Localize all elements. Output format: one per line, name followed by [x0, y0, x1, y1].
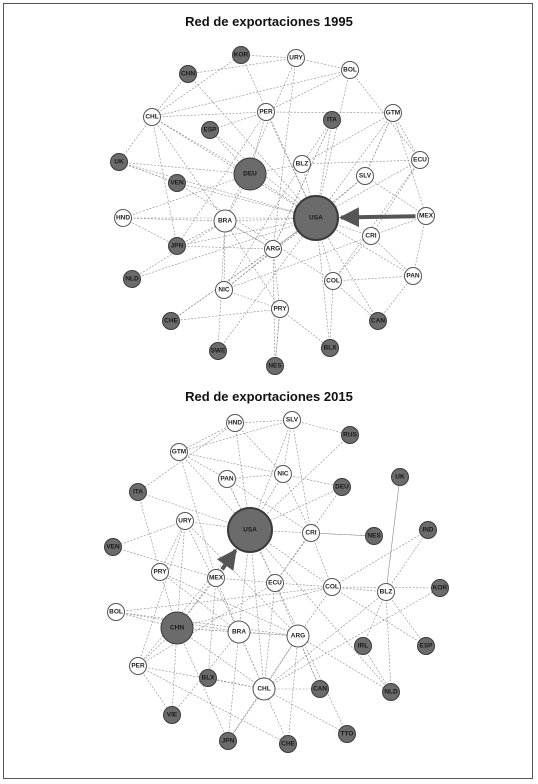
edge-cri-ecu — [275, 533, 311, 583]
node-tto — [339, 726, 356, 743]
node-label: URY — [178, 517, 192, 525]
node-kor — [432, 580, 449, 597]
node-label: GTM — [385, 109, 401, 117]
node-mex — [208, 570, 225, 587]
node-label: BLX — [323, 344, 337, 352]
node-ecu — [267, 575, 284, 592]
node-label: ITA — [327, 116, 337, 124]
node-vie — [164, 707, 181, 724]
edge-che-arg — [288, 636, 298, 744]
node-can — [312, 681, 329, 698]
node-label: NES — [268, 362, 282, 370]
edge-bol-arg — [116, 612, 298, 636]
edge-usa-nld — [250, 530, 391, 692]
node-per — [130, 658, 147, 675]
node-label: ESP — [203, 126, 217, 134]
node-label: SLV — [358, 172, 372, 180]
node-label: NLD — [125, 275, 139, 283]
node-label: CRI — [305, 529, 317, 537]
node-bol — [108, 604, 125, 621]
node-nld — [383, 684, 400, 701]
node-label: NLD — [384, 688, 398, 696]
node-label: JPN — [170, 242, 184, 250]
edge-col-chn — [177, 587, 332, 628]
edge-gtm-nic — [179, 452, 283, 474]
node-label: GTM — [171, 448, 187, 456]
edge-nic-deu — [283, 474, 342, 487]
node-nic — [275, 466, 292, 483]
node-label: IND — [422, 526, 434, 534]
edge-blz-esp — [386, 592, 426, 646]
node-pan — [219, 471, 236, 488]
node-label: VEN — [170, 179, 184, 187]
edge-ita-pry — [138, 492, 160, 572]
node-label: KOR — [432, 584, 448, 592]
node-rus — [342, 427, 359, 444]
network-title-2015: Red de exportaciones 2015 — [185, 389, 353, 404]
node-esp — [418, 638, 435, 655]
node-label: ITA — [133, 488, 143, 496]
node-nes — [366, 528, 383, 545]
node-label: CHL — [145, 113, 159, 121]
arrow-mex-to-usa — [222, 550, 235, 569]
edge-usa-chl — [250, 530, 264, 689]
node-arg — [287, 625, 309, 647]
edge-mex-blx — [208, 578, 216, 678]
edge-blz-nld — [386, 592, 391, 692]
node-label: ECU — [268, 579, 282, 587]
edge-hnd-nic — [235, 423, 283, 474]
node-label: ECU — [413, 156, 427, 164]
node-label: PRY — [153, 568, 167, 576]
node-chn — [161, 612, 193, 644]
node-label: CHE — [164, 317, 178, 325]
node-label: COL — [325, 583, 339, 591]
edge-chl-tto — [264, 689, 347, 734]
node-jpn — [220, 733, 237, 750]
node-slv — [284, 412, 301, 429]
node-label: UK — [395, 473, 405, 481]
node-label: VEN — [106, 543, 120, 551]
node-cri — [303, 525, 320, 542]
node-label: NES — [367, 532, 381, 540]
node-label: DEU — [243, 170, 257, 178]
node-label: CHL — [257, 685, 271, 693]
node-label: ESP — [419, 642, 433, 650]
node-ind — [420, 522, 437, 539]
node-uk — [392, 469, 409, 486]
node-label: CHE — [281, 740, 295, 748]
node-label: CHN — [169, 624, 185, 632]
node-deu — [334, 479, 351, 496]
edge-ecu-per — [138, 583, 275, 666]
node-label: DEU — [335, 483, 349, 491]
node-ita — [130, 484, 147, 501]
node-label: CAN — [312, 685, 328, 693]
node-label: HND — [115, 214, 131, 222]
node-label: PER — [131, 662, 145, 670]
node-label: BRA — [217, 217, 233, 225]
node-che — [280, 736, 297, 753]
node-label: BLZ — [295, 160, 309, 168]
node-label: BOL — [343, 66, 357, 74]
node-ury — [177, 513, 194, 530]
node-label: BRA — [231, 628, 247, 636]
node-label: BLX — [201, 674, 215, 682]
node-ven — [105, 539, 122, 556]
node-pry — [152, 564, 169, 581]
node-label: COL — [326, 277, 340, 285]
node-label: SWE — [210, 347, 226, 355]
node-irl — [355, 638, 372, 655]
node-label: CRI — [365, 232, 377, 240]
node-label: MEX — [418, 212, 434, 220]
node-label: JPN — [221, 737, 235, 745]
node-blz — [378, 584, 395, 601]
node-label: VIE — [166, 711, 178, 719]
node-label: RUS — [343, 431, 357, 439]
node-label: UK — [114, 158, 124, 166]
edge-bra-jpn — [228, 632, 239, 741]
node-label: KOR — [233, 51, 249, 59]
node-label: URY — [289, 54, 303, 62]
node-hnd — [227, 415, 244, 432]
edge-bol-col — [116, 587, 332, 612]
node-label: SLV — [285, 416, 299, 424]
node-label: PAN — [406, 272, 420, 280]
node-label: ARG — [290, 632, 306, 640]
node-label: CHN — [180, 70, 196, 78]
node-label: USA — [243, 526, 257, 534]
node-bra — [228, 621, 250, 643]
edge-arg-nld — [298, 636, 391, 692]
node-label: HND — [227, 419, 243, 427]
node-label: PRY — [273, 305, 287, 313]
node-label: USA — [309, 214, 323, 222]
node-label: BLZ — [379, 588, 393, 596]
node-label: NIC — [277, 470, 289, 478]
node-chl — [253, 678, 275, 700]
node-label: TTO — [340, 730, 354, 738]
node-label: NIC — [218, 286, 230, 294]
node-gtm — [171, 444, 188, 461]
edge-hnd-gtm — [179, 423, 235, 452]
node-label: PER — [259, 108, 273, 116]
node-blx — [200, 670, 217, 687]
node-label: PAN — [220, 475, 234, 483]
network-title-1995: Red de exportaciones 1995 — [185, 14, 353, 29]
node-label: CAN — [370, 317, 386, 325]
node-label: ARG — [265, 245, 281, 253]
node-col — [324, 579, 341, 596]
node-usa — [228, 508, 272, 552]
nodes — [105, 412, 449, 753]
node-label: IRL — [357, 642, 369, 650]
node-label: BOL — [109, 608, 123, 616]
node-label: MEX — [208, 574, 224, 582]
